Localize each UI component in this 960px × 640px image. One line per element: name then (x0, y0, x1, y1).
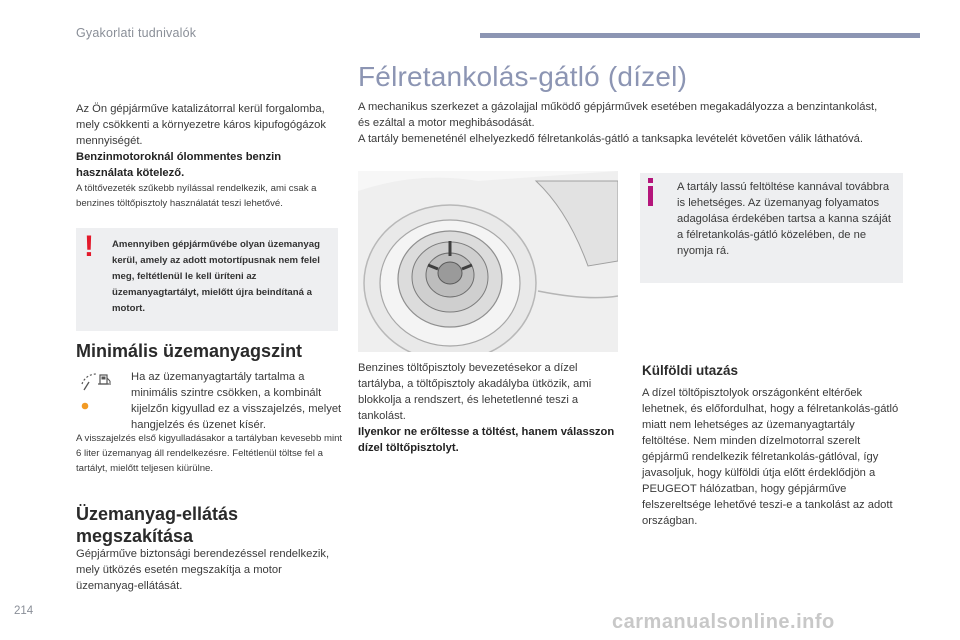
fuel-gauge-icon (79, 370, 115, 410)
main-desc-2: A tartály bemeneténél elhelyezkedő félretankolás-gátló a tanksapka levételét követően válik láthatóvá. (358, 133, 863, 145)
intro-small: A töltővezeték szűkebb nyílással rendelkezik, ami csak a benzines töltőpisztoly használatát teszi lehetővé. (76, 183, 317, 209)
intro-block (76, 101, 338, 211)
exclamation-icon: ! (84, 230, 94, 263)
main-description (358, 99, 878, 147)
fuel-supply-title: Üzemanyag-ellátás megszakítása (76, 504, 239, 546)
fuel-filler-neck-illustration (358, 171, 618, 352)
header-accent-bar (480, 33, 920, 38)
info-text: A tartály lassú feltöltése kannával továbbra is lehetséges. Az üzemanyag folyamatos adagolása érdekében tartsa a kanna száját a félretankolás-gátló közelében, de ne nyomja rá. (677, 181, 891, 257)
warning-box (76, 228, 338, 331)
minimal-fuel-title: Minimális üzemanyagszint (76, 341, 303, 361)
page-number: 214 (14, 605, 34, 617)
intro-bold: Benzinmotoroknál ólommentes benzin használata kötelező. (76, 151, 282, 179)
info-icon (640, 173, 662, 213)
main-desc-1: A mechanikus szerkezet a gázolajjal működő gépjárművek esetében megakadályozza a benzintankolást, és ezáltal a motor meghibásodását. (358, 101, 878, 129)
main-title: Félretankolás-gátló (dízel) (358, 61, 688, 92)
abroad-title: Külföldi utazás (642, 363, 739, 378)
watermark: carmanualsonline.info (612, 611, 835, 633)
minimal-fuel-text: Ha az üzemanyagtartály tartalma a minimális szintre csökken, a kombinált kijelzőn kigyullad ez a visszajelzés, melyet hangjelzés és üzenet kísér. (131, 371, 342, 431)
warning-text: Amennyiben gépjárművébe olyan üzemanyag kerül, amely az adott motortípusnak nem felel meg, feltétlenül le kell üríteni az üzemanyagtartályt, mielőtt újra beindítaná a motort. (112, 239, 320, 314)
info-box (640, 173, 903, 283)
diesel-block (358, 360, 623, 456)
diesel-text: Benzines töltőpisztoly bevezetésekor a dízel tartályba, a töltőpisztoly akadályba ütközik, ami blokkolja a rendszert, és lehetetlenné teszi a tankolást. (358, 362, 592, 422)
abroad-text: A dízel töltőpisztolyok országonként eltérőek lehetnek, és előfordulhat, hogy a félretankolás-gátló miatt nem lehetséges az üzemanyagtartály feltöltése. Nem minden dízelmotorral szerelt gépjármű rendelkezik félretankolás-gátlóval, így javasoljuk, hogy külföldi útja előtt érdeklődjön a PEUGEOT hálózatban, hogy gépjárműve felszereltsége lehetővé teszi-e a tankolást az adott országban. (642, 387, 899, 527)
minimal-fuel-note: A visszajelzés első kigyulladásakor a tartályban kevesebb mint 6 liter üzemanyag áll rendelkezésre. Feltétlenül töltse fel a tartályt, mielőtt teljesen kiürülne. (76, 433, 343, 474)
diesel-bold: Ilyenkor ne erőltesse a töltést, hanem válasszon dízel töltőpisztolyt. (358, 426, 615, 454)
intro-text: Az Ön gépjárműve katalizátorral kerül forgalomba, mely csökkenti a környezetre káros kipufogógázok mennyiségét. (76, 103, 326, 147)
header-title: Gyakorlati tudnivalók (76, 26, 197, 40)
filler-neck-drawing (358, 171, 618, 352)
fuel-supply-text: Gépjárműve biztonsági berendezéssel rendelkezik, mely ütközés esetén megszakítja a motor üzemanyag-ellátását. (76, 548, 330, 592)
